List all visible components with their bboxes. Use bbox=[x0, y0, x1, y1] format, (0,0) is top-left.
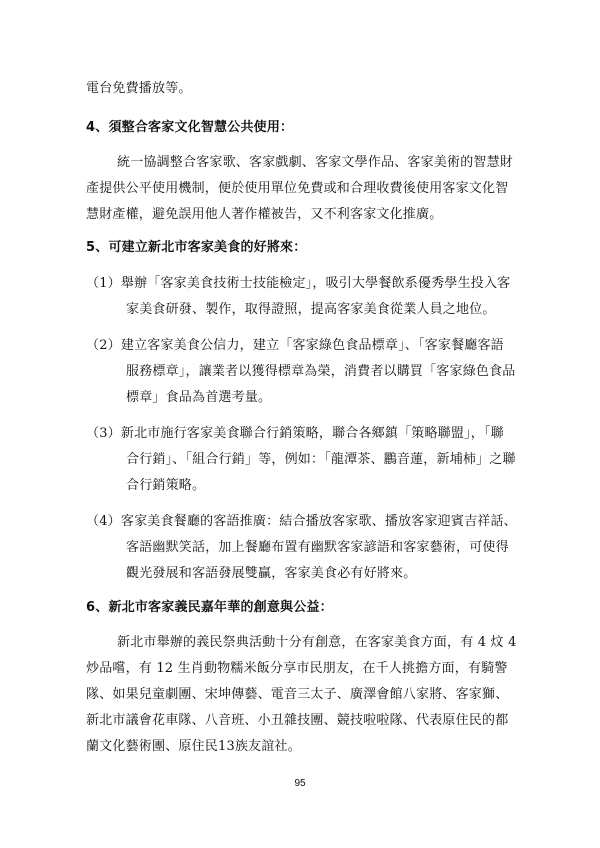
section-heading-4: 4、須整合客家文化智慧公共使用： bbox=[86, 120, 294, 135]
body-text-line: 蘭文化藝術團、原住民13族友誼社。 bbox=[86, 739, 301, 754]
list-item-line: 家美食研發、製作，取得證照，提高客家美食從業人員之地位。 bbox=[126, 302, 496, 317]
list-item-line: 客語幽默笑話，加上餐廳布置有幽默客家諺語和客家藝術，可使得 bbox=[126, 540, 509, 555]
body-text-line: 產提供公平使用機制，便於使用單位免費或和合理收費後使用客家文化智 bbox=[86, 181, 509, 196]
list-item-line: 標章」食品為首選考量。 bbox=[126, 390, 272, 405]
page-number: 95 bbox=[294, 778, 306, 789]
body-text-line: 電台免費播放等。 bbox=[86, 81, 192, 96]
body-text-line: 隊、如果兒童劇團、宋坤傳藝、電音三太子、廣澤會館八家將、客家獅、 bbox=[86, 687, 509, 702]
body-text-line: 新北市議會花車隊、八音班、小丑雜技團、競技啦啦隊、代表原住民的都 bbox=[86, 713, 509, 728]
section-heading-5: 5、可建立新北市客家美食的好將來： bbox=[86, 240, 307, 255]
body-text-line: 炒品嚐，有 12 生肖動物糯米飯分享市民朋友，在千人挑擔方面，有騎警 bbox=[86, 661, 508, 676]
list-item-line: 合行銷」、「組合行銷」等，例如：「龍潭茶、鸝音蓮，新埔柿」之聯 bbox=[126, 452, 516, 467]
list-item-line: （1）舉辦「客家美食技術士技能檢定」，吸引大學餐飲系優秀學生投入客 bbox=[86, 276, 511, 291]
list-item-line: （2）建立客家美食公信力，建立「客家綠色食品標章」、「客家餐廳客語 bbox=[86, 338, 504, 353]
list-item-line: 觀光發展和客語發展雙贏，客家美食必有好將來。 bbox=[126, 566, 417, 581]
list-item-line: （4）客家美食餐廳的客語推廣：結合播放客家歌、播放客家迎賓吉祥話、 bbox=[86, 514, 517, 529]
section-heading-6: 6、新北市客家義民嘉年華的創意與公益： bbox=[86, 600, 333, 615]
list-item-line: （3）新北市施行客家美食聯合行銷策略，聯合各鄉鎮「策略聯盟」，「聯 bbox=[86, 426, 504, 441]
list-item-line: 合行銷策略。 bbox=[126, 478, 206, 493]
list-item-line: 服務標章」，讓業者以獲得標章為榮，消費者以購買「客家綠色食品 bbox=[126, 364, 516, 379]
body-text-line: 慧財產權，避免誤用他人著作權被告，又不利客家文化推廣。 bbox=[86, 207, 443, 222]
body-text-line: 統一協調整合客家歌、客家戲劇、客家文學作品、客家美術的智慧財 bbox=[117, 155, 514, 170]
body-text-line: 新北市舉辦的義民祭典活動十分有創意，在客家美食方面，有 4 炆 4 bbox=[117, 635, 517, 650]
